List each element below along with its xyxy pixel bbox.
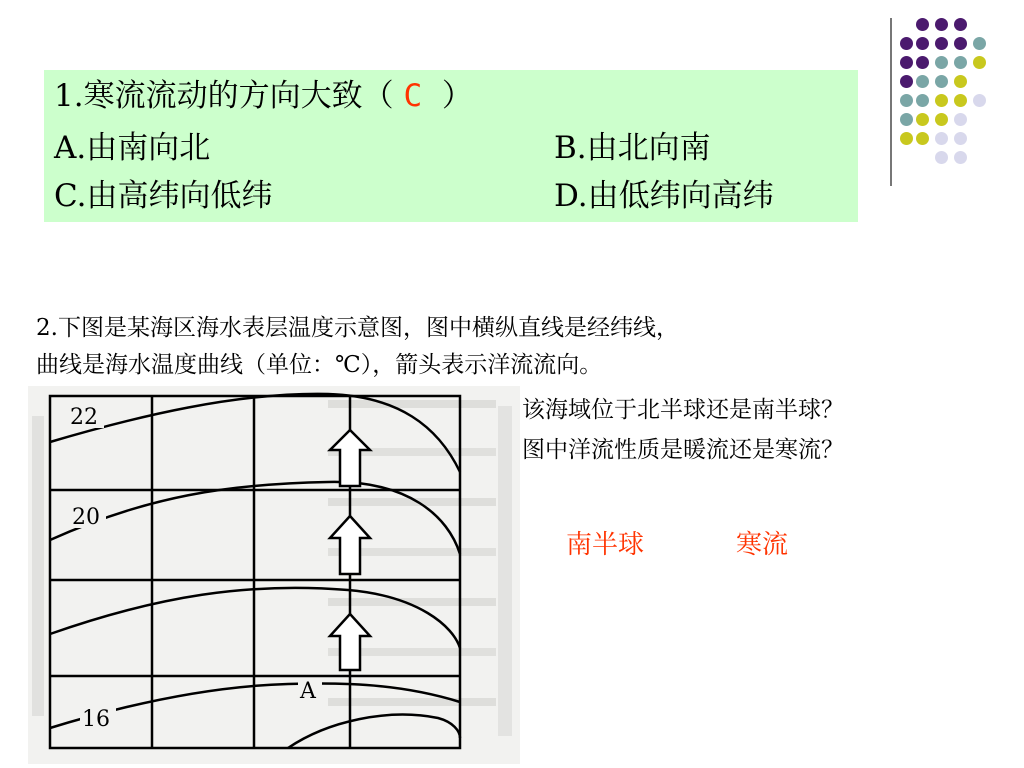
dot [954,18,967,31]
dot [900,37,913,50]
dot [916,132,929,145]
isotherm-lower [288,715,460,748]
dot [935,18,948,31]
isotherm-label-22: 22 [70,405,98,430]
current-arrow [330,430,370,486]
dot [954,37,967,50]
dot [935,56,948,69]
dot [935,113,948,126]
dot [954,56,967,69]
question-1-prompt [54,76,473,116]
prompt-close: ） [441,78,473,114]
dot [954,132,967,145]
question-2-ask-current: 图中洋流性质是暖流还是寒流？ [522,437,844,463]
question-2-line1: 2.下图是某海区海水表层温度示意图，图中横纵直线是经纬线， [36,315,679,341]
dot [935,37,948,50]
current-arrow [330,516,370,574]
dot [916,37,929,50]
prompt-text: 1.寒流流动的方向大致（ [54,78,394,114]
dot [954,94,967,107]
dot [935,75,948,88]
option-d: D.由低纬向高纬 [554,178,774,214]
dot [935,94,948,107]
dot [900,56,913,69]
dot [973,56,986,69]
answer-current: 寒流 [736,530,789,560]
dot [935,151,948,164]
decorative-dot-grid [900,10,990,170]
dot [900,75,913,88]
dot [954,75,967,88]
option-c: C.由高纬向低纬 [54,178,273,214]
dot [900,132,913,145]
question-1-panel [44,70,858,222]
dot [954,151,967,164]
dot [935,132,948,145]
point-label-a: A [300,679,316,704]
answer-hemisphere: 南半球 [566,530,645,560]
dot [900,113,913,126]
divider-line [890,18,892,186]
ocean-current [330,396,370,748]
dot [973,37,986,50]
dot [916,94,929,107]
dot [916,75,929,88]
dot [916,113,929,126]
isotherm-diagram [28,386,520,764]
dot [973,94,986,107]
dot [916,56,929,69]
current-arrow [330,614,370,670]
question-2-ask-hemisphere: 该海域位于北半球还是南半球？ [522,397,844,423]
isotherm-label-20: 20 [72,505,100,530]
temperature-figure [28,386,520,764]
dot [954,113,967,126]
option-b: B.由北向南 [554,130,711,166]
option-a: A.由南向北 [54,130,211,166]
dot [900,94,913,107]
dot [916,18,929,31]
answer-text: C [403,78,423,114]
question-2-line2: 曲线是海水温度曲线（单位：℃），箭头表示洋流流向。 [36,352,603,378]
isotherm-label-16: 16 [82,707,110,732]
